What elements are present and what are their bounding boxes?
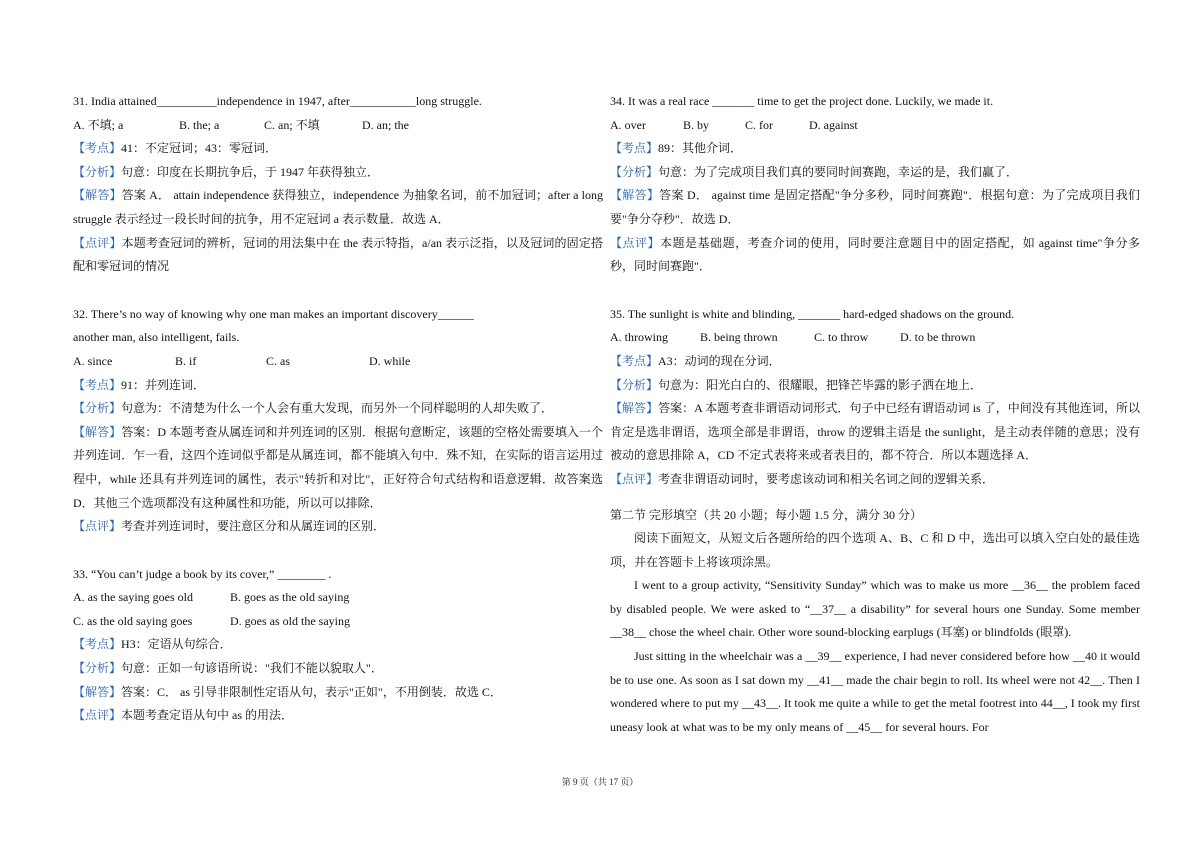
jieda-tag: 【解答】	[610, 188, 660, 203]
cloze-paragraph-2: Just sitting in the wheelchair was a __39__ experience, I had never considered before how __40 it would be to use one. As soon as I sat down my __41__ made the chair begin to roll. Its wheel were not 42__. Then I wondered where to put my __43__. It took me quite a while to get the metal footrest into 44__, I took my first uneasy look at what was to be my only means of __45__ for several hours. For	[610, 649, 1140, 734]
jieda-34	[610, 184, 1140, 231]
question-33-options-row-2	[73, 610, 603, 634]
dianping-33	[73, 704, 603, 728]
jieda-text: 答案 D． against time 是固定搭配"争分多秒，同时间赛跑"．根据句意：为了完成项目我们要"争分夺秒"．故选 D．	[610, 188, 1140, 226]
cloze-paragraph-1: I went to a group activity, “Sensitivity Sunday” which was to make us more __36__ the problem faced by disabled people. We were asked to “__37__ a disability” for several hours one Sunday. Some member __38__ chose the wheel chair. Other wore sound-blocking earplugs (耳塞) or blindfolds (眼罩).	[610, 578, 1140, 640]
kaodian-text: 89：其他介词．	[658, 141, 743, 156]
kaodian-text: A3：动词的现在分词．	[658, 353, 781, 368]
fenxi-text: 句意：为了完成项目我们真的要同时间赛跑，幸运的是，我们赢了．	[658, 164, 1019, 179]
fenxi-34	[610, 161, 1140, 185]
fenxi-32	[73, 397, 603, 421]
fenxi-tag: 【分析】	[73, 164, 122, 179]
jieda-text: 答案 A． attain independence 获得独立，independence 为抽象名词，前不加冠词；after a long struggle 表示经过一段长时间的抗争，用不定冠词 a 表示数量．故选 A．	[73, 188, 603, 226]
option-c: C. an; 不填	[264, 117, 320, 132]
jieda-tag: 【解答】	[73, 424, 122, 439]
option-d: D. to be thrown	[900, 330, 976, 345]
fenxi-tag: 【分析】	[73, 661, 122, 676]
fenxi-tag: 【分析】	[73, 401, 122, 416]
fenxi-text: 句意为：不清楚为什么一个人会有重大发现，而另外一个同样聪明的人却失败了．	[121, 401, 554, 416]
jieda-tag: 【解答】	[73, 188, 122, 203]
kaodian-31	[73, 137, 603, 161]
option-c: C. as	[266, 353, 290, 368]
option-a: A. since	[73, 353, 113, 368]
jieda-35	[610, 397, 1140, 468]
dianping-text: 本题是基础题，考查介词的使用，同时要注意题目中的固定搭配，如 against time"争分多秒，同时间赛跑"．	[610, 235, 1140, 274]
fenxi-31	[73, 161, 603, 185]
kaodian-tag: 【考点】	[73, 141, 122, 156]
dianping-31	[73, 232, 603, 279]
jieda-text: 答案：D 本题考查从属连词和并列连词的区别．根据句意断定，该题的空格处需要填入一个并列连词．乍一看，这四个连词似乎都是从属连词，都不能填入句中．殊不知，在实际的语言运用过程中，while 还具有并列连词的属性，表示"转折和对比"，正好符合句式结构和语意逻辑．故答案选 D．其他三个选项都没有这种属性和功能，所以可以排除．	[73, 424, 603, 510]
kaodian-32	[73, 374, 603, 398]
option-b: B. if	[175, 353, 197, 368]
option-d: D. while	[369, 353, 411, 368]
dianping-text: 本题考查冠词的辨析，冠词的用法集中在 the 表示特指，a/an 表示泛指，以及冠词的固定搭配和零冠词的情况	[73, 235, 603, 274]
jieda-tag: 【解答】	[73, 684, 122, 699]
question-35-stem: 35. The sunlight is white and blinding, _______ hard-edged shadows on the ground.	[610, 306, 1015, 321]
option-d: D. goes as old the saying	[230, 613, 350, 628]
fenxi-text: 句意：印度在长期抗争后，于 1947 年获得独立．	[121, 164, 380, 179]
dianping-tag: 【点评】	[73, 708, 122, 723]
question-34-stem: 34. It was a real race _______ time to get the project done. Luckily, we made it.	[610, 94, 994, 108]
option-a: A. as the saying goes old	[73, 590, 193, 605]
kaodian-tag: 【考点】	[73, 377, 122, 392]
option-c: C. to throw	[814, 330, 869, 345]
dianping-text: 考查并列连词时，要注意区分和从属连词的区别．	[121, 519, 386, 534]
kaodian-text: H3：定语从句综合．	[121, 637, 232, 652]
option-b: B. goes as the old saying	[230, 590, 350, 605]
dianping-text: 本题考查定语从句中 as 的用法．	[121, 708, 294, 723]
page-footer: 第 9 页（共 17 页）	[561, 777, 639, 787]
question-34-options	[610, 114, 1140, 138]
section-heading: 第二节 完形填空（共 20 小题；每小题 1.5 分，满分 30 分）	[610, 507, 923, 522]
jieda-tag: 【解答】	[610, 401, 659, 416]
dianping-34	[610, 232, 1140, 279]
fenxi-35	[610, 374, 1140, 398]
question-32-stem-1: 32. There’s no way of knowing why one man makes an important discovery______	[73, 306, 474, 321]
question-31-stem: 31. India attained__________independence in 1947, after___________long struggle.	[73, 94, 482, 108]
question-32-stem-2: another man, also intelligent, fails.	[73, 330, 240, 345]
section-instructions: 阅读下面短文，从短文后各题所给的四个选项 A、B、C 和 D 中，选出可以填入空白处的最佳选项，并在答题卡上将该项涂黑。	[610, 531, 1140, 569]
option-b: B. by	[683, 117, 710, 132]
option-a: A. throwing	[610, 330, 668, 345]
option-b: B. being thrown	[700, 330, 778, 345]
kaodian-33	[73, 633, 603, 657]
dianping-35	[610, 468, 1140, 492]
right-column	[610, 90, 1140, 739]
jieda-text: 答案：A 本题考查非谓语动词形式．句子中已经有谓语动词 is 了，中间没有其他连词，所以肯定是选非谓语，选项全部是非谓语，throw 的逻辑主语是 the sunlight，是主动表伴随的意思；没有被动的意思排除 A，CD 不定式表将来或者表目的，都不符合．所以本题选择 A．	[610, 401, 1140, 463]
option-a: A. 不填; a	[73, 117, 124, 132]
option-d: D. an; the	[362, 117, 409, 132]
option-d: D. against	[809, 117, 858, 132]
kaodian-tag: 【考点】	[610, 141, 659, 156]
option-c: C. for	[745, 117, 773, 132]
jieda-31	[73, 184, 603, 231]
left-column	[73, 90, 603, 728]
option-a: A. over	[610, 117, 646, 132]
dianping-text: 考查非谓语动词时，要考虑该动词和相关名词之间的逻辑关系．	[658, 471, 995, 486]
kaodian-tag: 【考点】	[73, 637, 122, 652]
kaodian-35	[610, 350, 1140, 374]
fenxi-tag: 【分析】	[610, 377, 659, 392]
dianping-tag: 【点评】	[73, 519, 122, 534]
question-31-options	[73, 114, 603, 138]
question-32-options	[73, 350, 603, 374]
option-b: B. the; a	[179, 117, 220, 132]
kaodian-tag: 【考点】	[610, 353, 659, 368]
jieda-33	[73, 681, 603, 705]
kaodian-text: 41：不定冠词；43：零冠词．	[121, 141, 278, 156]
question-33-stem: 33. “You can’t judge a book by its cover,” ________ .	[73, 566, 332, 581]
fenxi-text: 句意为：阳光白白的、很耀眼，把锋芒毕露的影子洒在地上．	[658, 377, 983, 392]
dianping-32	[73, 515, 603, 539]
dianping-tag: 【点评】	[610, 235, 661, 250]
fenxi-33	[73, 657, 603, 681]
dianping-tag: 【点评】	[610, 471, 659, 486]
dianping-tag: 【点评】	[73, 235, 122, 250]
question-33-options-row-1	[73, 586, 603, 610]
jieda-32	[73, 421, 603, 515]
question-35-options	[610, 326, 1140, 350]
option-c: C. as the old saying goes	[73, 613, 193, 628]
jieda-text: 答案：C． as 引导非限制性定语从句，表示"正如"，不用倒装．故选 C．	[121, 684, 502, 699]
fenxi-tag: 【分析】	[610, 164, 659, 179]
kaodian-34	[610, 137, 1140, 161]
kaodian-text: 91：并列连词．	[121, 377, 206, 392]
fenxi-text: 句意：正如一句谚语所说："我们不能以貌取人"．	[121, 661, 383, 676]
